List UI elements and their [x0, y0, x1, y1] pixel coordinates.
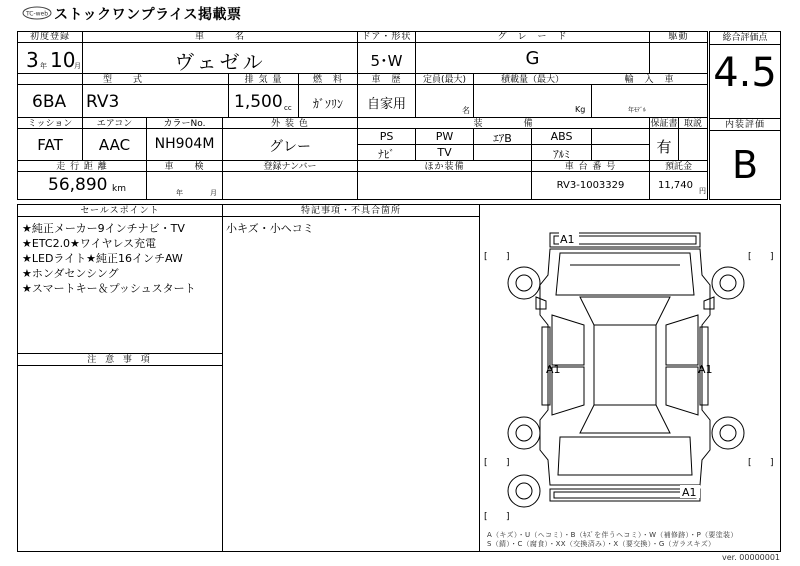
svg-text:]: ] [770, 252, 774, 262]
import-label: 輸 入 車 [624, 75, 675, 85]
logo-text: TC-web [25, 10, 49, 18]
chassis-number: RV3-1003329 [556, 180, 625, 191]
equipment-label: 装 備 [473, 119, 534, 129]
car-name-label: 車 名 [194, 32, 245, 42]
remarks-label: 特記事項・不具合箇所 [300, 206, 401, 216]
capacity-label: 定員(最大) [422, 75, 467, 85]
equip-abs: ABS [550, 130, 573, 143]
capacity-unit: 名 [462, 106, 470, 115]
notes-label: 注 意 事 項 [87, 355, 153, 365]
damage-legend [487, 531, 738, 549]
sales-points-list [22, 221, 196, 296]
deposit: 11,740 [658, 180, 693, 191]
sales-point-item: ★ETC2.0★ワイヤレス充電 [22, 237, 157, 250]
interior-score: B [731, 143, 759, 187]
first-reg-year: 3 [26, 48, 39, 72]
mileage-unit: km [112, 184, 126, 194]
equip-navi: ﾅﾋﾞ [378, 148, 395, 161]
aircon: AAC [98, 136, 131, 154]
history-label: 車 歴 [371, 75, 402, 85]
history: 自家用 [366, 97, 406, 112]
svg-text:[: [ [748, 458, 752, 468]
door-type: 5･W [370, 52, 403, 70]
inspection-year-unit: 年 [176, 189, 183, 197]
deposit-unit: 円 [699, 187, 706, 195]
damage-mark-left: A1 [546, 363, 561, 376]
svg-text:]: ] [506, 458, 510, 468]
import-model-year: 年ﾓﾃﾞﾙ [628, 107, 647, 114]
mileage-label: 走 行 距 離 [56, 162, 108, 172]
svg-text:[: [ [484, 512, 488, 522]
fuel-label: 燃 料 [312, 75, 343, 85]
warranty: 有 [656, 138, 672, 156]
color-no: NH904M [154, 136, 215, 152]
year-unit: 年 [40, 62, 47, 70]
door-label: ドア・形状 [361, 32, 412, 42]
color-no-label: カラーNo. [163, 119, 206, 129]
car-damage-diagram [480, 205, 780, 551]
manual-label: 取説 [683, 119, 702, 129]
inspection-label: 車 検 [164, 162, 205, 172]
total-score: 4.5 [713, 50, 777, 96]
svg-text:]: ] [506, 252, 510, 262]
model-label: 型 式 [102, 75, 143, 85]
svg-text:]: ] [770, 458, 774, 468]
sales-point-item: ★ホンダセンシング [22, 267, 119, 280]
legend-line-2: S（錆）・C（腐食）・XX（交換済み）・X（要交換）・G（ガラスキズ） [487, 540, 716, 548]
grade-label: グ レ ー ド [497, 32, 568, 42]
damage-mark-right: A1 [698, 363, 713, 376]
equip-ps: PS [379, 130, 394, 143]
model-code: RV3 [86, 92, 120, 112]
chassis-label: 車 台 番 号 [564, 162, 617, 172]
remarks-text: 小キズ・小ヘコミ [226, 222, 314, 235]
fuel: ｶﾞｿﾘﾝ [312, 97, 343, 111]
exterior-label: 外 装 色 [271, 119, 309, 129]
damage-mark-rear: A1 [682, 486, 697, 499]
sales-point-item: ★LEDライト★純正16インチAW [22, 252, 183, 265]
sales-point-item: ★スマートキー＆プッシュスタート [22, 282, 196, 295]
drive-label: 駆動 [668, 32, 689, 42]
grade: G [525, 48, 540, 69]
mission-label: ミッション [27, 119, 73, 129]
equip-airbag: ｴｱB [493, 132, 512, 145]
displacement-unit: cc [284, 104, 292, 112]
load-label: 積載量（最大） [500, 75, 564, 85]
page-title: ストックワンプライス掲載票 [54, 7, 242, 23]
tc-web-logo [22, 6, 52, 20]
inspection-month-unit: 月 [210, 189, 217, 197]
sales-points-label: セールスポイント [80, 206, 160, 216]
model-prefix: 6BA [32, 92, 67, 112]
svg-text:[: [ [748, 252, 752, 262]
svg-text:[: [ [484, 458, 488, 468]
load-unit: Kg [575, 105, 586, 114]
deposit-label: 預託金 [664, 162, 692, 172]
svg-text:[: [ [484, 252, 488, 262]
aircon-label: エアコン [96, 119, 133, 129]
plate-label: 登録ナンバー [263, 162, 317, 172]
mileage: 56,890 [48, 175, 108, 195]
damage-mark-front: A1 [560, 233, 575, 246]
equip-pw: PW [435, 130, 454, 143]
version-label: ver. 00000001 [722, 553, 781, 562]
sales-point-item: ★純正メーカー9インチナビ・TV [22, 222, 185, 235]
car-name: ヴェゼル [174, 50, 266, 74]
first-reg-label: 初度登録 [29, 32, 70, 42]
first-reg-month: 10 [50, 48, 76, 72]
warranty-label: 保証書 [650, 119, 678, 129]
legend-line-1: A（キズ）・U（ヘコミ）・B（ｷｽﾞを伴うヘコミ）・W（補修跡）・P（要塗装） [487, 531, 738, 539]
total-score-label: 総合評価点 [722, 33, 768, 43]
other-equip-label: ほか装備 [424, 162, 465, 172]
displacement-label: 排 気 量 [244, 75, 283, 85]
svg-text:]: ] [506, 512, 510, 522]
mission: FAT [37, 136, 63, 154]
equip-tv: TV [437, 146, 452, 159]
exterior-color: グレー [269, 139, 311, 155]
month-unit: 月 [74, 62, 81, 70]
interior-score-label: 内装評価 [724, 120, 765, 130]
equip-alloy: ｱﾙﾐ [553, 148, 570, 161]
displacement: 1,500 [234, 92, 283, 112]
